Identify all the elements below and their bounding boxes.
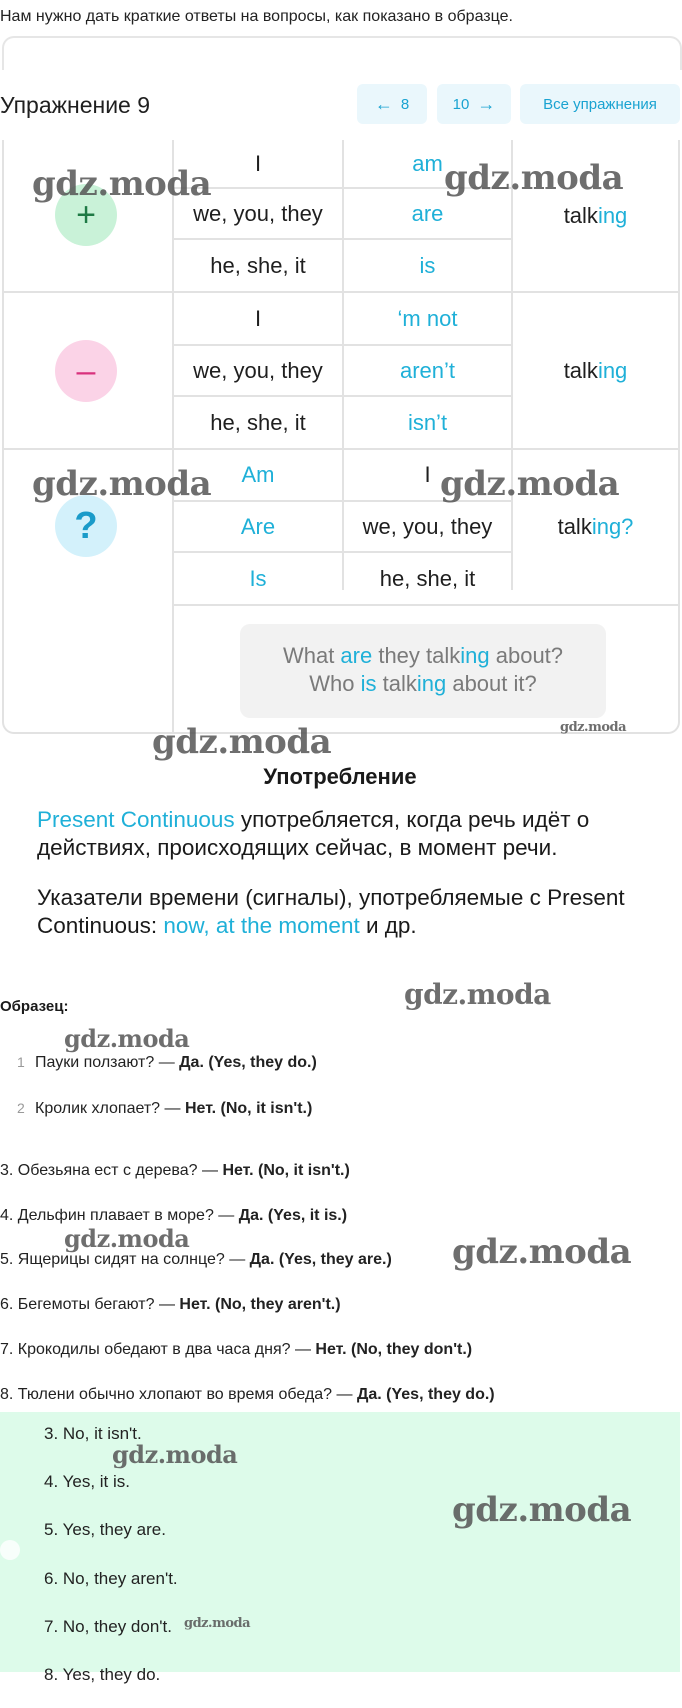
negative-verb-1: ‘m not [397,305,458,331]
question-line-7: 7. Крокодилы обедают в два часа дня? — Нет. (No, they don't.) [0,1341,473,1358]
watermark-logo: gdz.moda [152,722,332,762]
question-icon: ? [55,495,117,557]
example-line-2: Who is talking about it? [309,671,537,696]
question-verb-ending: ing? [591,514,634,539]
usage-title: Употребление [263,764,417,789]
watermark-logo: gdz.moda [440,464,620,504]
question-line-5: 5. Ящерицы сидят на солнце? — Да. (Yes, they are.) [0,1251,392,1268]
prev-exercise-label: 8 [400,95,410,113]
question-verb-2: Are [240,513,276,539]
positive-verb-base: talk [563,202,598,228]
positive-subject-1: I [254,150,262,176]
watermark-logo: gdz.moda [560,720,627,735]
watermark-logo: gdz.moda [112,1440,238,1469]
negative-verb-3: isn’t [407,409,448,435]
negative-subject-2: we, you, they [193,357,323,383]
plus-icon: + [55,184,117,246]
example-line-1: What are they talking about? [282,643,564,668]
answer-6: 6. No, they aren't. [44,1569,178,1588]
watermark-logo: gdz.moda [444,158,624,198]
top-card-border [2,36,682,70]
answer-8: 8. Yes, they do. [44,1665,161,1684]
intro-text: Нам нужно дать краткие ответы на вопросы, как показано в образце. [0,8,513,25]
usage-paragraph-2: Указатели времени (сигналы), употребляемые с Present Continuous: now, at the moment и др. [37,885,625,938]
next-exercise-button[interactable] [437,84,511,124]
watermark-logo: gdz.moda [452,1490,632,1530]
arrow-left-icon: ← [374,93,393,114]
positive-verb-ending: ing [597,202,628,228]
sample-label: Образец: [0,998,69,1015]
question-line-6: 6. Бегемоты бегают? — Нет. (No, they aren't.) [0,1296,341,1313]
question-line-4: 4. Дельфин плавает в море? — Да. (Yes, it is.) [0,1207,348,1224]
play-icon[interactable] [0,1540,20,1560]
negative-main-verb [513,293,678,448]
question-verb-1: Am [241,462,275,487]
watermark-logo: gdz.moda [32,164,212,204]
question-verb-3: Is [249,565,267,591]
negative-subject-1: I [254,305,262,331]
question-subject-3: he, she, it [379,565,476,591]
answers-panel [0,1412,680,1684]
exercise-title: Упражнение 9 [0,92,151,118]
positive-subject-2: we, you, they [193,200,323,226]
positive-verb-3: is [419,252,436,278]
watermark-logo: gdz.moda [184,1616,251,1631]
negative-subject-3: he, she, it [210,409,306,435]
sample-item-2: 2 Кролик хлопает? — Нет. (No, it isn't.) [17,1100,313,1117]
exercise-header [0,84,680,126]
watermark-logo: gdz.moda [404,978,551,1011]
answer-5: 5. Yes, they are. [44,1520,166,1539]
question-line-8: 8. Тюлени обычно хлопают во время обеда? — Да. (Yes, they do.) [0,1386,495,1403]
answer-7: 7. No, they don't. [44,1617,172,1636]
answer-3: 3. No, it isn't. [44,1424,142,1443]
question-verb-base: talk [557,514,592,539]
negative-verb-ending: ing [597,357,628,383]
negative-verb-base: talk [563,357,598,383]
arrow-right-icon: → [477,93,496,114]
negative-verb-2: aren’t [399,357,456,383]
example-sentences [240,624,606,718]
all-exercises-button[interactable]: Все упражнения [520,84,680,124]
prev-exercise-button[interactable] [357,84,427,124]
watermark-logo: gdz.moda [64,1024,190,1053]
question-line-3: 3. Обезьяна ест с дерева? — Нет. (No, it isn't.) [0,1162,350,1179]
question-subject-2: we, you, they [362,513,493,539]
minus-icon: – [55,340,117,402]
question-subject-1: I [424,462,431,487]
next-exercise-label: 10 [452,95,470,113]
positive-subject-3: he, she, it [210,252,306,278]
positive-verb-1: am [412,150,443,176]
positive-verb-2: are [411,200,444,226]
watermark-logo: gdz.moda [32,464,212,504]
usage-paragraph-1: Present Continuous употребляется, когда речь идёт о действиях, происходящих сейчас, в момент речи. [37,807,590,860]
watermark-logo: gdz.moda [452,1232,632,1272]
answer-4: 4. Yes, it is. [44,1472,130,1491]
watermark-logo: gdz.moda [64,1224,190,1253]
sample-item-1: 1 Пауки ползают? — Да. (Yes, they do.) [17,1054,317,1071]
time-markers: now, at the moment [163,913,360,938]
usage-term: Present Continuous [37,807,235,832]
